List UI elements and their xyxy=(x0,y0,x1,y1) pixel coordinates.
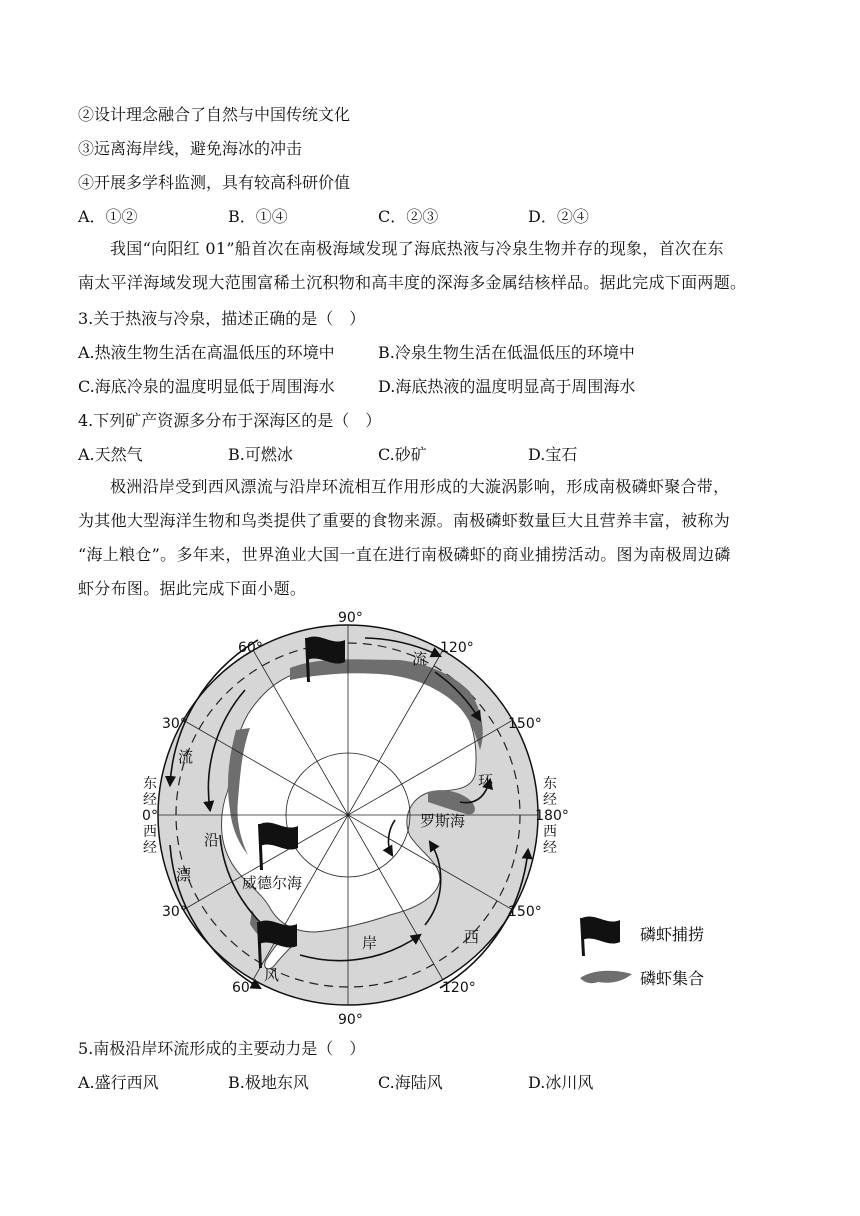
label-liu-left: 流 xyxy=(178,748,194,766)
legend xyxy=(580,916,704,988)
label-feng: 风 xyxy=(264,966,280,984)
label-yan: 沿 xyxy=(204,831,220,849)
label-west-jing2: 经 xyxy=(143,840,157,856)
passage-2-line: 极洲沿岸受到西风漂流与沿岸环流相互作用形成的大漩涡影响，形成南极磷虾聚合带， xyxy=(110,477,730,496)
label-liu-top: 流 xyxy=(412,650,428,668)
label-east-xi: 西 xyxy=(543,824,557,840)
antarctic-krill-map xyxy=(140,610,740,1030)
label-lon-120-br: 120° xyxy=(442,980,476,996)
label-lon-90-top: 90° xyxy=(338,610,363,626)
label-west-0deg: 0° xyxy=(142,808,158,824)
label-east-180deg: 180° xyxy=(535,808,569,824)
q3-option-c: C.海底冷泉的温度明显低于周围海水 xyxy=(78,377,335,396)
passage-1 xyxy=(78,232,786,300)
sea-ross: 罗斯海 xyxy=(420,812,466,830)
label-xi: 西 xyxy=(464,928,480,946)
q2-option-d: D．②④ xyxy=(528,207,589,226)
label-lon-60-bl: 60° xyxy=(232,980,257,996)
q4-option-c: C.砂矿 xyxy=(378,445,427,464)
passage-2 xyxy=(78,470,786,606)
q5-option-c: C.海陆风 xyxy=(378,1073,443,1092)
passage-2-line: “海上粮仓”。多年来，世界渔业大国一直在进行南极磷虾的商业捕捞活动。图为南极周边磷 xyxy=(78,545,731,564)
label-lon-60-tl: 60° xyxy=(238,640,263,656)
passage-1-line: 我国“向阳红 01”船首次在南极海域发现了海底热液与冷泉生物并存的现象，首次在东 xyxy=(110,239,724,258)
q5-option-b: B.极地东风 xyxy=(228,1073,309,1092)
q5-stem: 5.南极沿岸环流形成的主要动力是（ ） xyxy=(78,1039,366,1058)
label-lon-150-r: 150° xyxy=(508,716,542,732)
label-lon-30-bl: 30° xyxy=(162,904,187,920)
q4-stem: 4.下列矿产资源多分布于深海区的是（ ） xyxy=(78,411,382,430)
label-east-jing: 经 xyxy=(543,792,557,808)
q3-option-b: B.冷泉生物生活在低温低压的环境中 xyxy=(378,343,635,362)
q4-option-b: B.可燃冰 xyxy=(228,445,293,464)
legend-fishing-label: 磷虾捕捞 xyxy=(640,925,705,944)
q5-option-a: A.盛行西风 xyxy=(78,1073,159,1092)
label-lon-90-bottom: 90° xyxy=(338,1012,363,1028)
q3-stem: 3.关于热液与冷泉，描述正确的是（ ） xyxy=(78,309,366,328)
statement-2: ②设计理念融合了自然与中国传统文化 xyxy=(78,105,351,124)
label-west-dong: 东 xyxy=(143,776,157,792)
q2-option-b: B．①④ xyxy=(228,207,288,226)
q2-option-c: C．②③ xyxy=(378,207,439,226)
label-piao: 漂 xyxy=(176,866,192,884)
legend-aggregation-label: 磷虾集合 xyxy=(640,969,705,988)
label-lon-30-l: 30° xyxy=(162,716,187,732)
q5-option-d: D.冰川风 xyxy=(528,1073,594,1092)
statement-3: ③远离海岸线，避免海冰的冲击 xyxy=(78,139,303,158)
label-east-jing2: 经 xyxy=(543,840,557,856)
sea-weddell: 威德尔海 xyxy=(242,874,303,892)
label-lon-120-tr: 120° xyxy=(440,640,474,656)
label-an: 岸 xyxy=(362,934,378,952)
q2-option-a: A．①② xyxy=(78,207,138,226)
q4-option-a: A.天然气 xyxy=(78,445,143,464)
label-lon-150-br: 150° xyxy=(508,904,542,920)
passage-2-line: 虾分布图。据此完成下面小题。 xyxy=(78,579,307,598)
passage-2-line: 为其他大型海洋生物和鸟类提供了重要的食物来源。南极磷虾数量巨大且营养丰富，被称为 xyxy=(78,511,731,530)
legend-flag-icon xyxy=(580,916,620,956)
legend-krill-icon xyxy=(580,971,632,983)
label-west-jing: 经 xyxy=(143,792,157,808)
q3-option-d: D.海底热液的温度明显高于周围海水 xyxy=(378,377,636,396)
q4-option-d: D.宝石 xyxy=(528,445,578,464)
statement-4: ④开展多学科监测，具有较高科研价值 xyxy=(78,173,351,192)
q3-option-a: A.热液生物生活在高温低压的环境中 xyxy=(78,343,335,362)
label-west-xi: 西 xyxy=(143,824,157,840)
label-huan: 环 xyxy=(478,772,494,790)
passage-1-line: 南太平洋海域发现大范围富稀土沉积物和高丰度的深海多金属结核样品。据此完成下面两题。 xyxy=(78,273,747,292)
label-east-dong: 东 xyxy=(543,776,557,792)
